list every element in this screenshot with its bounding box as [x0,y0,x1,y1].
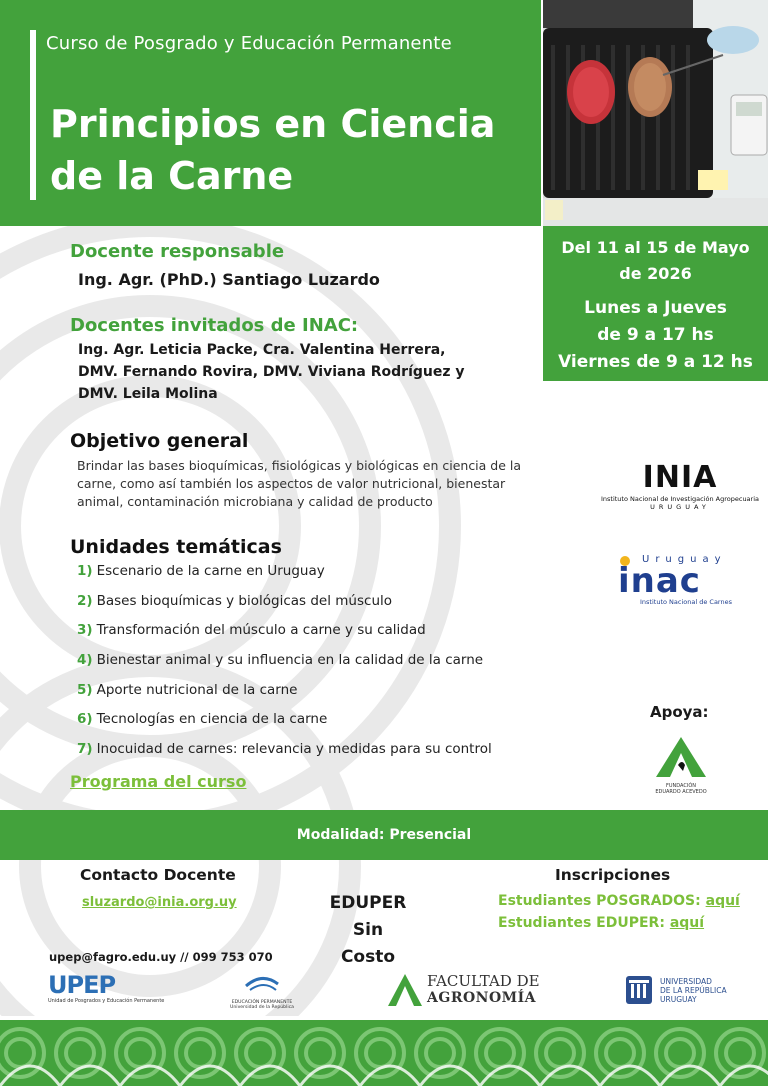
inia-logo [592,460,768,520]
date-range-line2: de 2026 [619,264,692,283]
invitados-line1: Ing. Agr. Leticia Packe, Cra. Valentina Herrera, [78,342,446,358]
unit-text: Transformación del músculo a carne y su calidad [96,622,426,639]
posgrados-label: Estudiantes POSGRADOS: [498,893,701,909]
posgrados-link[interactable]: aquí [705,893,740,909]
udelar-shield-icon [624,974,654,1006]
list-item [77,738,492,768]
inac-mark: inac [618,561,701,601]
grill-photo-illustration [543,0,768,226]
educacion-swirl-icon [242,972,282,996]
upep-mark: UPEP [48,971,116,999]
udelar-line2: DE LA REPÚBLICA [660,986,727,995]
objetivo-text [77,457,537,511]
unit-number: 1) [77,563,93,579]
unit-number: 2) [77,592,93,609]
unit-number: 3) [77,622,93,639]
unidades-heading: Unidades temáticas [70,536,282,558]
inia-country: URUGUAY [650,503,710,511]
list-item [77,619,492,649]
agronomia-triangle-icon [387,972,423,1008]
educacion-sub: Universidad de la República [230,1005,294,1010]
programa-link[interactable]: Programa del curso [70,772,247,791]
fundacion-triangle-icon [654,735,708,779]
unit-text: Inocuidad de carnes: relevancia y medidas para su control [96,741,492,758]
udelar-line3: URUGUAY [660,995,697,1004]
invitados-line3: DMV. Leila Molina [78,386,218,402]
list-item [77,708,492,738]
upep-name: Unidad de Posgrados y Educación Permanente [48,998,165,1004]
course-title [50,98,495,202]
inscripcion-posgrados [498,893,740,909]
eduper-line2: Sin Costo [340,920,396,967]
date-range-line1: Del 11 al 15 de Mayo [561,238,750,257]
upep-contact: upep@fagro.edu.uy // 099 753 070 [49,950,273,964]
unit-text: Aporte nutricional de la carne [96,681,298,698]
inia-mark: INIA [642,460,718,495]
unit-number: 5) [77,681,93,698]
invitados-list [78,339,498,405]
list-item [77,560,492,590]
docente-heading: Docente responsable [70,241,285,262]
footer-pattern-decoration [0,1020,768,1086]
header-accent-bar [30,30,36,200]
unit-number: 6) [77,711,93,728]
objetivo-heading: Objetivo general [70,430,249,452]
educacion-name: EDUCACIÓN PERMANENTE [231,1000,293,1005]
list-item [77,679,492,709]
inac-name: Instituto Nacional de Carnes [640,598,732,606]
udelar-logo [624,974,734,1010]
date-schedule-box [543,226,768,381]
contacto-email-link[interactable]: sluzardo@inia.org.uy [82,895,237,910]
modalidad-bar: Modalidad: Presencial [0,810,768,860]
course-title-line1: Principios en Ciencia [50,102,496,146]
fagro-line2: AGRONOMÍA [427,990,537,1006]
educacion-permanente-logo [226,972,298,1012]
unit-number: 7) [77,741,93,758]
eduper-label: Estudiantes EDUPER: [498,915,665,931]
inia-name: Instituto Nacional de Investigación Agropecuaria [600,495,760,503]
inscripcion-eduper [498,915,704,931]
fundacion-line1: FUNDACIÓN [665,783,696,789]
unit-text: Tecnologías en ciencia de la carne [96,711,328,728]
objetivo-line3: animal, contaminación microbiana y calidad de producto [77,494,433,509]
list-item [77,590,492,620]
grill-meat-photo [543,0,768,226]
schedule-line3: Viernes de 9 a 12 hs [558,352,753,372]
contacto-heading: Contacto Docente [80,866,236,884]
invitados-line2: DMV. Fernando Rovira, DMV. Viviana Rodríguez y [78,364,465,380]
unit-number: 4) [77,652,93,669]
unit-text: Bienestar animal y su influencia en la calidad de la carne [96,652,484,669]
footer-rings-pattern [0,1020,768,1086]
inac-logo [614,552,754,608]
objetivo-line1: Brindar las bases bioquímicas, fisiológicas y biológicas en ciencia de la [77,458,522,473]
date-range [543,235,768,287]
fagro-line1: FACULTAD DE [427,972,540,990]
schedule-line1: Lunes a Jueves [584,298,727,318]
upep-logo [48,971,165,1012]
fundacion-line2: EDUARDO ACEVEDO [655,789,707,795]
eduper-link[interactable]: aquí [669,915,705,931]
header-banner [0,0,541,226]
udelar-name [660,977,727,1004]
schedule [543,295,768,376]
course-type: Curso de Posgrado y Educación Permanente [46,33,452,54]
schedule-line2: de 9 a 17 hs [597,325,714,345]
course-title-line2: de la Carne [50,154,294,198]
objetivo-line2: carne, como así también los aspectos de valor nutricional, bienestar [77,476,506,491]
udelar-line1: UNIVERSIDAD [660,977,712,986]
unit-text: Bases bioquímicas y biológicas del músculo [96,592,393,609]
unit-text: Escenario de la carne en Uruguay [96,563,325,579]
unidades-list [77,560,492,768]
inscripciones-heading: Inscripciones [555,866,671,884]
facultad-agronomia-logo [387,970,547,1010]
eduper-line1: EDUPER [329,893,407,913]
list-item [77,649,492,679]
apoya-label: Apoya: [650,703,709,721]
fundacion-logo [644,735,718,797]
eduper-cost [323,890,413,971]
invitados-heading: Docentes invitados de INAC: [70,315,359,336]
docente-name: Ing. Agr. (PhD.) Santiago Luzardo [78,270,380,289]
inac-country: Uruguay [642,554,727,565]
